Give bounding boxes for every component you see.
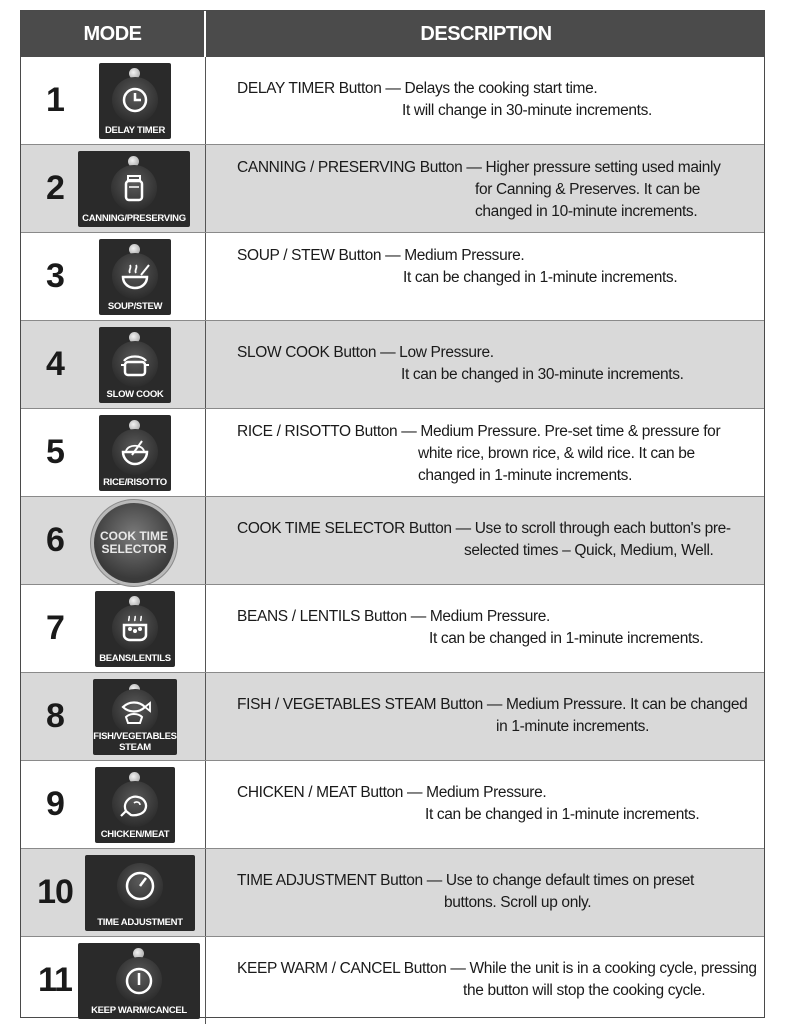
canning-preserving-button bbox=[78, 151, 190, 227]
keep-warm-cancel-button bbox=[78, 943, 200, 1019]
table-row bbox=[21, 849, 764, 937]
description-line: FISH / VEGETABLES STEAM Button — Medium Pressure. It can be changed bbox=[237, 696, 748, 713]
slow-cooker-icon bbox=[112, 341, 158, 387]
table-row bbox=[21, 673, 764, 761]
description-line: CHICKEN / MEAT Button — Medium Pressure. bbox=[237, 784, 547, 801]
description-cell bbox=[207, 57, 764, 144]
description-line: the button will stop the cooking cycle. bbox=[463, 982, 706, 999]
description-cell bbox=[207, 849, 764, 936]
mode-number: 7 bbox=[46, 609, 64, 647]
description-cell bbox=[207, 585, 764, 672]
description-cell bbox=[207, 409, 764, 496]
table-row bbox=[21, 145, 764, 233]
slow-cook-button bbox=[99, 327, 171, 403]
mode-cell bbox=[21, 321, 206, 408]
description-line: SLOW COOK Button — Low Pressure. bbox=[237, 344, 494, 361]
description-cell bbox=[207, 145, 764, 232]
mode-cell bbox=[21, 937, 206, 1024]
fish-vegetables-icon bbox=[112, 689, 158, 735]
button-caption: BEANS/LENTILS bbox=[99, 653, 171, 664]
beans-lentils-button bbox=[95, 591, 175, 667]
description-line: It can be changed in 30-minute increments. bbox=[401, 366, 684, 383]
beans-pot-icon bbox=[112, 605, 158, 651]
table-row bbox=[21, 321, 764, 409]
button-caption: FISH/VEGETABLES STEAM bbox=[93, 731, 177, 753]
mode-number: 4 bbox=[46, 345, 64, 383]
delay-timer-button bbox=[99, 63, 171, 139]
mode-cell bbox=[21, 497, 206, 584]
description-line: BEANS / LENTILS Button — Medium Pressure. bbox=[237, 608, 550, 625]
description-line: It can be changed in 1-minute increments. bbox=[425, 806, 700, 823]
rice-risotto-button bbox=[99, 415, 171, 491]
description-line: CANNING / PRESERVING Button — Higher pressure setting used mainly bbox=[237, 159, 721, 176]
chicken-meat-button bbox=[95, 767, 175, 843]
description-cell bbox=[207, 233, 764, 320]
table-row bbox=[21, 57, 764, 145]
time-adjustment-button bbox=[85, 855, 195, 931]
clock-icon bbox=[112, 77, 158, 123]
table-row bbox=[21, 497, 764, 585]
power-icon bbox=[116, 957, 162, 1003]
button-caption: SLOW COOK bbox=[106, 389, 164, 400]
mode-cell bbox=[21, 57, 206, 144]
mode-cell bbox=[21, 849, 206, 936]
description-line: It will change in 30-minute increments. bbox=[402, 102, 652, 119]
description-line: RICE / RISOTTO Button — Medium Pressure. Pre-set time & pressure for bbox=[237, 423, 721, 440]
rice-bowl-icon bbox=[112, 429, 158, 475]
table-header bbox=[21, 11, 764, 57]
button-caption: CANNING/PRESERVING bbox=[82, 213, 186, 224]
table-row bbox=[21, 761, 764, 849]
chicken-icon bbox=[112, 781, 158, 827]
mode-number: 2 bbox=[46, 169, 64, 207]
description-cell bbox=[207, 673, 764, 760]
description-line: DELAY TIMER Button — Delays the cooking start time. bbox=[237, 80, 598, 97]
button-caption: RICE/RISOTTO bbox=[103, 477, 167, 488]
description-line: in 1-minute increments. bbox=[496, 718, 650, 735]
mode-number: 5 bbox=[46, 433, 64, 471]
jar-icon bbox=[111, 165, 157, 211]
description-cell bbox=[207, 497, 764, 584]
description-line: SOUP / STEW Button — Medium Pressure. bbox=[237, 247, 525, 264]
mode-number: 8 bbox=[46, 697, 64, 735]
mode-number: 11 bbox=[38, 961, 72, 999]
soup-stew-button bbox=[99, 239, 171, 315]
button-caption: TIME ADJUSTMENT bbox=[97, 917, 183, 928]
description-line: changed in 10-minute increments. bbox=[475, 203, 698, 220]
mode-cell bbox=[21, 673, 206, 760]
cook-time-selector-button: COOK TIME SELECTOR bbox=[94, 503, 174, 583]
table-row bbox=[21, 409, 764, 497]
mode-number: 3 bbox=[46, 257, 64, 295]
mode-number: 10 bbox=[37, 873, 73, 911]
description-cell bbox=[207, 761, 764, 848]
description-column-header: DESCRIPTION bbox=[420, 23, 552, 45]
fish-vegetables-steam-button bbox=[93, 679, 177, 755]
button-caption: SOUP/STEW bbox=[107, 301, 163, 312]
button-caption: KEEP WARM/CANCEL bbox=[91, 1005, 187, 1016]
description-line: buttons. Scroll up only. bbox=[444, 894, 592, 911]
mode-number: 6 bbox=[46, 521, 64, 559]
description-line: KEEP WARM / CANCEL Button — While the unit is in a cooking cycle, pressing bbox=[237, 960, 757, 977]
description-line: TIME ADJUSTMENT Button — Use to change default times on preset bbox=[237, 872, 694, 889]
soup-bowl-icon bbox=[112, 253, 158, 299]
mode-cell bbox=[21, 145, 206, 232]
description-cell bbox=[207, 937, 764, 1024]
mode-cell bbox=[21, 585, 206, 672]
mode-number: 1 bbox=[46, 81, 64, 119]
button-caption: CHICKEN/MEAT bbox=[100, 829, 170, 840]
mode-cell bbox=[21, 233, 206, 320]
description-line: selected times – Quick, Medium, Well. bbox=[464, 542, 714, 559]
description-line: changed in 1-minute increments. bbox=[418, 467, 633, 484]
mode-cell bbox=[21, 761, 206, 848]
table-row bbox=[21, 233, 764, 321]
description-line: It can be changed in 1-minute increments. bbox=[429, 630, 704, 647]
mode-cell bbox=[21, 409, 206, 496]
table-body bbox=[21, 57, 764, 1024]
button-caption: DELAY TIMER bbox=[104, 125, 166, 136]
table-row bbox=[21, 585, 764, 673]
mode-column-header: MODE bbox=[21, 11, 206, 57]
time-adjust-dial-icon bbox=[117, 863, 163, 909]
table-row bbox=[21, 937, 764, 1024]
mode-description-table bbox=[20, 10, 765, 1018]
description-line: white rice, brown rice, & wild rice. It can be bbox=[418, 445, 695, 462]
description-line: COOK TIME SELECTOR Button — Use to scroll through each button's pre- bbox=[237, 520, 731, 537]
description-line: for Canning & Preserves. It can be bbox=[475, 181, 701, 198]
description-cell bbox=[207, 321, 764, 408]
mode-number: 9 bbox=[46, 785, 64, 823]
description-line: It can be changed in 1-minute increments. bbox=[403, 269, 678, 286]
